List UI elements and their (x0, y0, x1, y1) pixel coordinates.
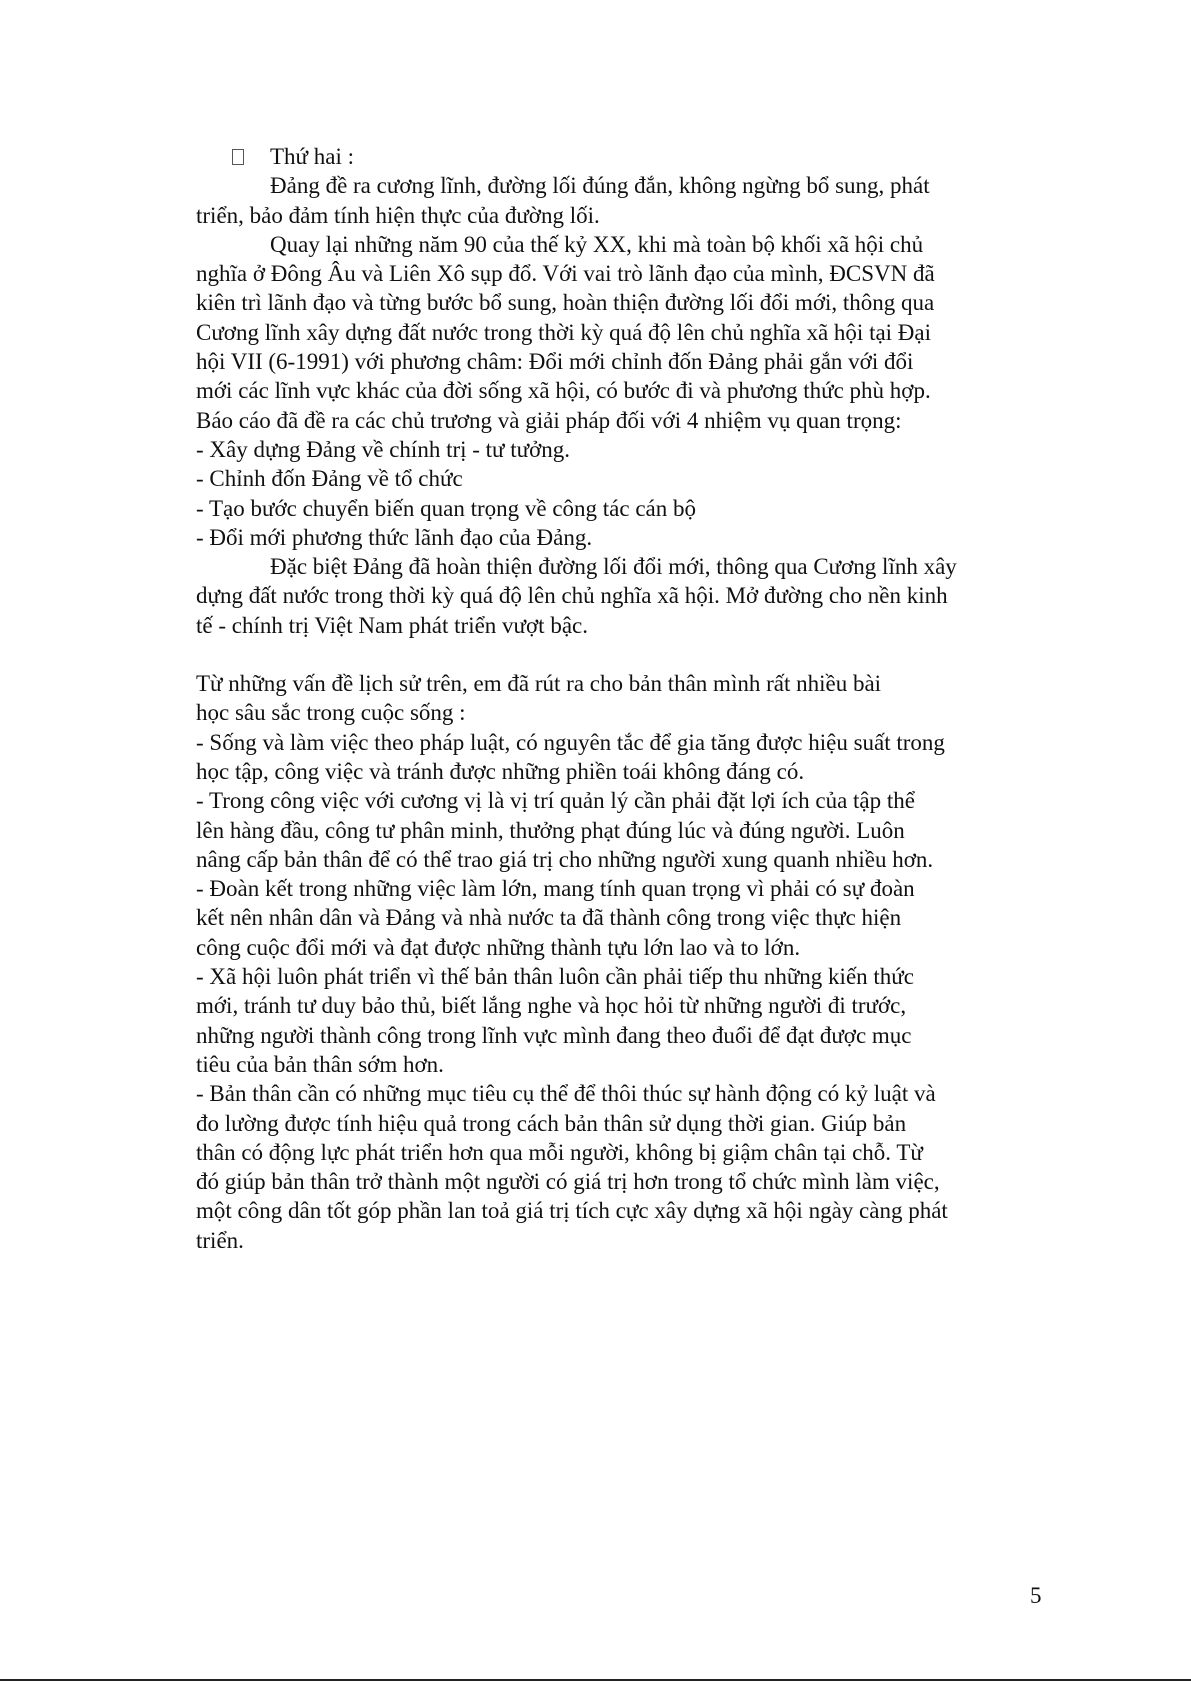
text-line: đó giúp bản thân trở thành một người có giá trị hơn trong tổ chức mình làm việc, (196, 1169, 940, 1195)
text-line: triển. (196, 1227, 244, 1253)
bullet-box-icon (232, 149, 244, 165)
text-line: học tập, công việc và tránh được những phiền toái không đáng có. (196, 758, 805, 784)
list-item: - Chỉnh đốn Đảng về tổ chức (196, 466, 463, 492)
text-line: nâng cấp bản thân để có thể trao giá trị cho những người xung quanh nhiều hơn. (196, 846, 934, 872)
text-line: Đặc biệt Đảng đã hoàn thiện đường lối đổi mới, thông qua Cương lĩnh xây (270, 554, 957, 580)
heading-text: Thứ hai : (270, 144, 355, 169)
list-item: - Bản thân cần có những mục tiêu cụ thể để thôi thúc sự hành động có kỷ luật và (196, 1081, 936, 1107)
text-line: mới các lĩnh vực khác của đời sống xã hội, có bước đi và phương thức phù hợp. (196, 378, 931, 404)
text-line: những người thành công trong lĩnh vực mình đang theo đuổi để đạt được mục (196, 1022, 912, 1048)
text-line: kiên trì lãnh đạo và từng bước bổ sung, hoàn thiện đường lối đổi mới, thông qua (196, 290, 935, 316)
text-line: một công dân tốt góp phần lan toả giá trị tích cực xây dựng xã hội ngày càng phát (196, 1198, 948, 1224)
text-line: kết nên nhân dân và Đảng và nhà nước ta đã thành công trong việc thực hiện (196, 905, 902, 931)
list-item: - Sống và làm việc theo pháp luật, có nguyên tắc để gia tăng được hiệu suất trong (196, 729, 945, 755)
list-item: - Đổi mới phương thức lãnh đạo của Đảng. (196, 524, 593, 550)
list-item: - Đoàn kết trong những việc làm lớn, mang tính quan trọng vì phải có sự đoàn (196, 876, 915, 902)
text-line: Cương lĩnh xây dựng đất nước trong thời kỳ quá độ lên chủ nghĩa xã hội tại Đại (196, 319, 932, 345)
list-item: - Trong công việc với cương vị là vị trí quản lý cần phải đặt lợi ích của tập thể (196, 788, 915, 814)
text-line: Đảng đề ra cương lĩnh, đường lối đúng đắn, không ngừng bổ sung, phát (270, 173, 930, 199)
bottom-divider (0, 1679, 1191, 1681)
page-content (196, 142, 1048, 1255)
text-line: thân có động lực phát triển hơn qua mỗi người, không bị giậm chân tại chỗ. Từ (196, 1139, 923, 1165)
list-item: - Xã hội luôn phát triển vì thế bản thân luôn cần phải tiếp thu những kiến thức (196, 964, 914, 990)
text-line: lên hàng đầu, công tư phân minh, thưởng phạt đúng lúc và đúng người. Luôn (196, 817, 905, 843)
list-item: - Xây dựng Đảng về chính trị - tư tưởng. (196, 436, 571, 462)
text-line: dựng đất nước trong thời kỳ quá độ lên chủ nghĩa xã hội. Mở đường cho nền kinh (196, 583, 948, 609)
text-line: nghĩa ở Đông Âu và Liên Xô sụp đổ. Với vai trò lãnh đạo của mình, ĐCSVN đã (196, 261, 935, 287)
text-line: hội VII (6-1991) với phương châm: Đổi mới chỉnh đốn Đảng phải gắn với đổi (196, 349, 914, 375)
text-line: mới, tránh tư duy bảo thủ, biết lắng nghe và học hỏi từ những người đi trước, (196, 993, 907, 1019)
text-line: tế - chính trị Việt Nam phát triển vượt bậc. (196, 612, 588, 638)
text-line: triển, bảo đảm tính hiện thực của đường lối. (196, 202, 600, 228)
text-line: Quay lại những năm 90 của thế kỷ XX, khi mà toàn bộ khối xã hội chủ (270, 231, 924, 257)
list-item: - Tạo bước chuyển biến quan trọng về công tác cán bộ (196, 495, 697, 521)
text-line: Báo cáo đã đề ra các chủ trương và giải pháp đối với 4 nhiệm vụ quan trọng: (196, 407, 902, 433)
text-line: công cuộc đổi mới và đạt được những thành tựu lớn lao và to lớn. (196, 934, 801, 960)
text-line: đo lường được tính hiệu quả trong cách bản thân sử dụng thời gian. Giúp bản (196, 1110, 907, 1136)
text-line: học sâu sắc trong cuộc sống : (196, 700, 466, 726)
section-heading (196, 142, 1048, 171)
paragraph-gap (196, 640, 1048, 669)
text-line: tiêu của bản thân sớm hơn. (196, 1051, 444, 1077)
page-number: 5 (1030, 1583, 1042, 1608)
text-line: Từ những vấn đề lịch sử trên, em đã rút ra cho bản thân mình rất nhiều bài (196, 671, 882, 697)
